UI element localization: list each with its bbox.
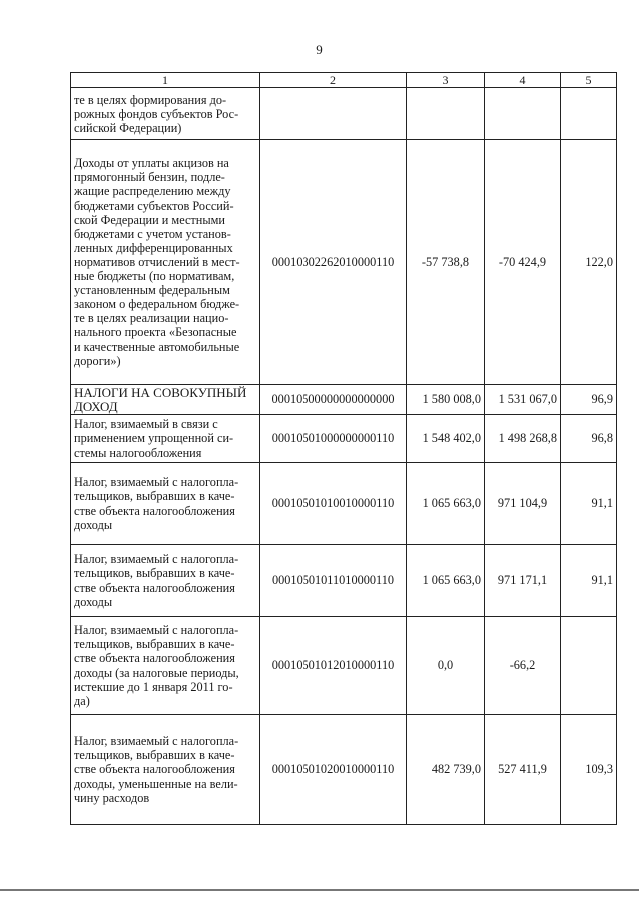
row-col4: 971 171,1 bbox=[485, 545, 561, 617]
row-col3: 0,0 bbox=[407, 617, 485, 715]
header-col-5: 5 bbox=[561, 73, 617, 88]
row-col5: 91,1 bbox=[561, 545, 617, 617]
table-row bbox=[71, 88, 617, 140]
row-col4: 527 411,9 bbox=[485, 715, 561, 825]
row-col5: 96,9 bbox=[561, 385, 617, 415]
row-col3: -57 738,8 bbox=[407, 140, 485, 385]
row-col5: 122,0 bbox=[561, 140, 617, 385]
row-col3 bbox=[407, 88, 485, 140]
header-col-4: 4 bbox=[485, 73, 561, 88]
row-name: Налог, взимаемый в связи с применением упрощенной си- стемы налогообложения bbox=[71, 415, 260, 463]
row-name: те в целях формирования до- рожных фондов субъектов Рос- сийской Федерации) bbox=[71, 88, 260, 140]
row-col4: -66,2 bbox=[485, 617, 561, 715]
row-col4: 971 104,9 bbox=[485, 463, 561, 545]
table-row bbox=[71, 463, 617, 545]
row-name: Налог, взимаемый с налогопла- тельщиков, выбравших в каче- стве объекта налогообложения доходы, уменьшенные на вели- чину расходов bbox=[71, 715, 260, 825]
row-code: 00010501012010000110 bbox=[260, 617, 407, 715]
row-col4 bbox=[485, 88, 561, 140]
row-col5: 109,3 bbox=[561, 715, 617, 825]
row-col4: 1 531 067,0 bbox=[485, 385, 561, 415]
table-row bbox=[71, 545, 617, 617]
row-name: Доходы от уплаты акцизов на прямогонный бензин, подле- жащие распределению между бюджетами субъектов Россий- ской Федерации и местными бюджетами с учетом установ- ленных дифференцированных нормативов отчислений в мест- ные бюджеты (по нормативам, установленным федеральным законом о федеральном бюдже- те в целях реализации нацио- нального проекта «Безопасные и качественные автомобильные дороги») bbox=[71, 140, 260, 385]
page-number: 9 bbox=[316, 42, 323, 57]
row-code bbox=[260, 88, 407, 140]
table-row bbox=[71, 415, 617, 463]
row-name: Налог, взимаемый с налогопла- тельщиков, выбравших в каче- стве объекта налогообложения доходы bbox=[71, 545, 260, 617]
row-col3: 1 065 663,0 bbox=[407, 463, 485, 545]
row-code: 00010500000000000000 bbox=[260, 385, 407, 415]
revenue-table bbox=[70, 72, 617, 825]
row-col5 bbox=[561, 617, 617, 715]
row-col5: 96,8 bbox=[561, 415, 617, 463]
table-row bbox=[71, 140, 617, 385]
header-row bbox=[71, 73, 617, 88]
row-col3: 1 580 008,0 bbox=[407, 385, 485, 415]
header-col-1: 1 bbox=[71, 73, 260, 88]
scan-edge-line bbox=[0, 889, 639, 891]
header-col-2: 2 bbox=[260, 73, 407, 88]
row-code: 00010501011010000110 bbox=[260, 545, 407, 617]
row-code: 00010302262010000110 bbox=[260, 140, 407, 385]
row-col3: 1 548 402,0 bbox=[407, 415, 485, 463]
row-code: 00010501000000000110 bbox=[260, 415, 407, 463]
row-name: Налог, взимаемый с налогопла- тельщиков, выбравших в каче- стве объекта налогообложения доходы (за налоговые периоды, истекшие до 1 января 2011 го- да) bbox=[71, 617, 260, 715]
row-code: 00010501010010000110 bbox=[260, 463, 407, 545]
row-col4: -70 424,9 bbox=[485, 140, 561, 385]
table-row bbox=[71, 617, 617, 715]
table-row bbox=[71, 715, 617, 825]
row-code: 00010501020010000110 bbox=[260, 715, 407, 825]
row-col3: 482 739,0 bbox=[407, 715, 485, 825]
row-col5 bbox=[561, 88, 617, 140]
row-col3: 1 065 663,0 bbox=[407, 545, 485, 617]
header-col-3: 3 bbox=[407, 73, 485, 88]
row-col5: 91,1 bbox=[561, 463, 617, 545]
row-name: НАЛОГИ НА СОВОКУПНЫЙ ДОХОД bbox=[71, 385, 260, 415]
row-col4: 1 498 268,8 bbox=[485, 415, 561, 463]
row-name: Налог, взимаемый с налогопла- тельщиков, выбравших в каче- стве объекта налогообложения доходы bbox=[71, 463, 260, 545]
table-row bbox=[71, 385, 617, 415]
